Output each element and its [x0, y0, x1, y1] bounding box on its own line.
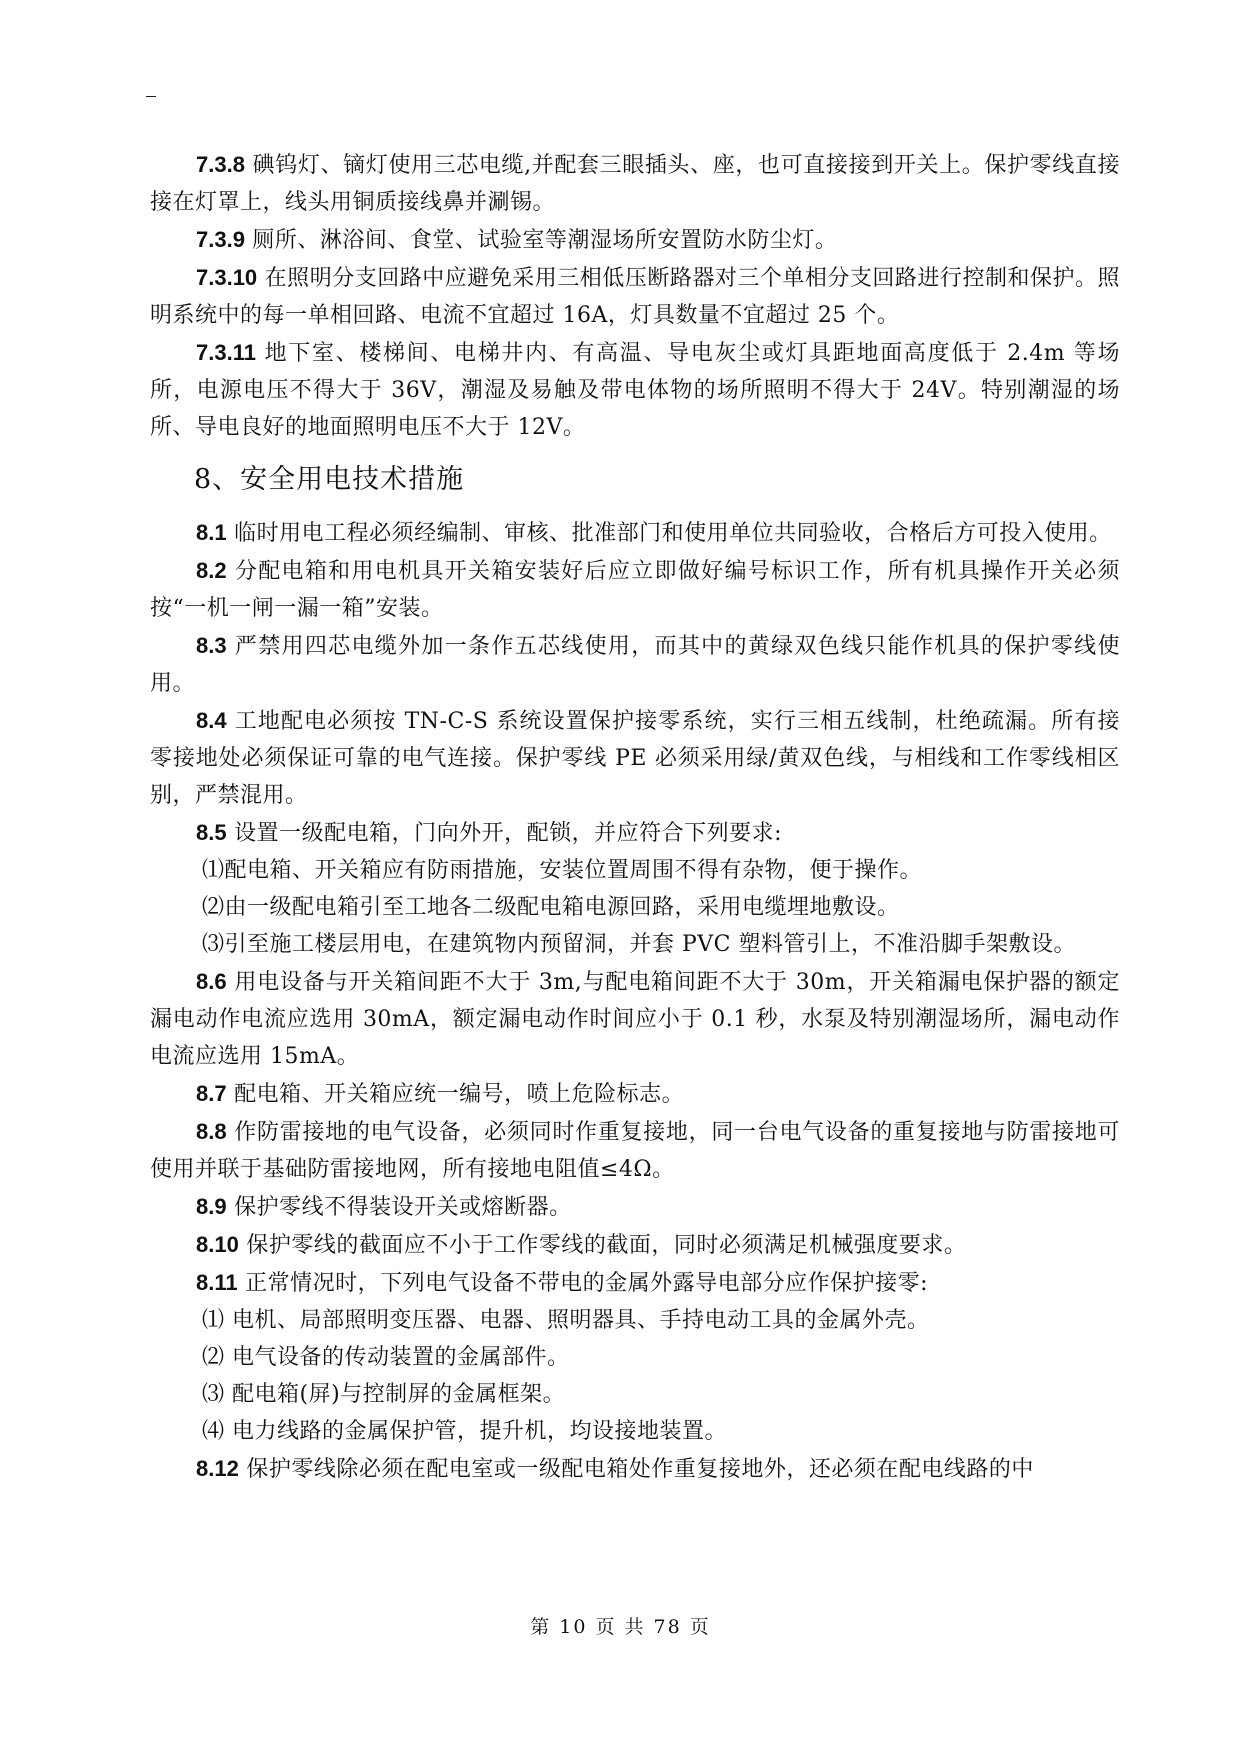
- clause-8-10: [150, 1226, 1120, 1264]
- clause-text: 碘钨灯、镝灯使用三芯电缆,并配套三眼插头、座，也可直接接到开关上。保护零线直接接在灯罩上，线头用铜质接线鼻并涮锡。: [150, 153, 1120, 215]
- clause-text: 保护零线不得装设开关或熔断器。: [226, 1195, 572, 1220]
- clause-8-4: [150, 702, 1120, 814]
- clause-number: 8.3: [196, 633, 227, 658]
- clause-number: 8.2: [196, 558, 227, 583]
- clause-7-3-9: [150, 221, 1120, 259]
- list-item-8-11-4: ⑷ 电力线路的金属保护管，提升机，均设接地装置。: [202, 1419, 727, 1444]
- clause-8-7: [150, 1075, 1120, 1113]
- clause-8-1: [150, 514, 1120, 552]
- clause-8-5: [150, 814, 1120, 852]
- clause-text: 用电设备与开关箱间距不大于 3m,与配电箱间距不大于 30m，开关箱漏电保护器的额定漏电动作电流应选用 30mA，额定漏电动作时间应小于 0.1 秒，水泵及特别潮湿场所，漏电动作电流应选用 15mA。: [150, 970, 1120, 1069]
- clause-number: 8.6: [196, 969, 227, 994]
- clause-number: 8.5: [196, 820, 227, 845]
- list-item-8-11-1: ⑴ 电机、局部照明变压器、电器、照明器具、手持电动工具的金属外壳。: [202, 1308, 930, 1333]
- list-item-8-5-1: ⑴配电箱、开关箱应有防雨措施，安装位置周围不得有杂物，便于操作。: [202, 858, 923, 883]
- clause-8-6: [150, 963, 1120, 1075]
- clause-text: 保护零线除必须在配电室或一级配电箱处作重复接地外，还必须在配电线路的中: [238, 1457, 1034, 1482]
- header-mark: [146, 96, 156, 97]
- clause-text: 严禁用四芯电缆外加一条作五芯线使用，而其中的黄绿双色线只能作机具的保护零线使用。: [150, 634, 1120, 696]
- clause-text: 工地配电必须按 TN-C-S 系统设置保护接零系统，实行三相五线制，杜绝疏漏。所有接零接地处必须保证可靠的电气连接。保护零线 PE 必须采用绿/黄双色线，与相线和工作零线相区别，严禁混用。: [150, 709, 1120, 808]
- clause-text: 分配电箱和用电机具开关箱安装好后应立即做好编号标识工作，所有机具操作开关必须按“一机一闸一漏一箱”安装。: [150, 559, 1120, 621]
- clause-text: 设置一级配电箱，门向外开，配锁，并应符合下列要求:: [226, 821, 783, 846]
- clause-text: 保护零线的截面应不小于工作零线的截面，同时必须满足机械强度要求。: [238, 1233, 967, 1258]
- section-7-3-items: [150, 146, 1120, 446]
- clause-number: 8.1: [196, 520, 227, 545]
- clause-8-8: [150, 1113, 1120, 1188]
- clause-number: 8.10: [196, 1232, 239, 1257]
- clause-7-3-11: [150, 334, 1120, 446]
- clause-text: 正常情况时，下列电气设备不带电的金属外露导电部分应作保护接零:: [237, 1271, 929, 1296]
- page-footer: 第 10 页 共 78 页: [530, 1616, 711, 1638]
- document-body: [150, 146, 1120, 1488]
- clause-text: 地下室、楼梯间、电梯井内、有高温、导电灰尘或灯具距地面高度低于 2.4m 等场所，电源电压不得大于 36V，潮湿及易触及带电体物的场所照明不得大于 24V。特别潮湿的场所、导电良好的地面照明电压不大于 12V。: [150, 341, 1120, 440]
- clause-text: 作防雷接地的电气设备，必须同时作重复接地，同一台电气设备的重复接地与防雷接地可使用并联于基础防雷接地网，所有接地电阻值≤4Ω。: [150, 1120, 1120, 1182]
- clause-text: 临时用电工程必须经编制、审核、批准部门和使用单位共同验收，合格后方可投入使用。: [226, 521, 1112, 546]
- clause-number: 8.4: [196, 708, 227, 733]
- clause-number: 8.8: [196, 1119, 227, 1144]
- clause-8-11: [150, 1264, 1120, 1302]
- clause-number: 7.3.8: [196, 152, 245, 177]
- clause-number: 8.7: [196, 1081, 227, 1106]
- clause-8-9: [150, 1188, 1120, 1226]
- clause-text: 配电箱、开关箱应统一编号，喷上危险标志。: [226, 1082, 685, 1107]
- clause-8-3: [150, 627, 1120, 702]
- clause-8-2: [150, 552, 1120, 627]
- clause-number: 7.3.9: [196, 227, 245, 252]
- section-8-items: [150, 514, 1120, 1488]
- clause-number: 8.12: [196, 1456, 239, 1481]
- clause-7-3-10: [150, 259, 1120, 334]
- clause-number: 7.3.10: [196, 265, 258, 290]
- list-item-8-5-2: ⑵由一级配电箱引至工地各二级配电箱电源回路，采用电缆埋地敷设。: [202, 895, 900, 920]
- list-item-8-5-3: ⑶引至施工楼层用电，在建筑物内预留洞，并套 PVC 塑料管引上，不准沿脚手架敷设。: [202, 932, 1077, 957]
- clause-text: 在照明分支回路中应避免采用三相低压断路器对三个单相分支回路进行控制和保护。照明系统中的每一单相回路、电流不宜超过 16A，灯具数量不宜超过 25 个。: [150, 266, 1120, 328]
- clause-number: 7.3.11: [196, 340, 256, 365]
- section-heading: 8、安全用电技术措施: [194, 464, 465, 495]
- clause-number: 8.9: [196, 1194, 227, 1219]
- clause-8-12: [150, 1450, 1120, 1488]
- clause-number: 8.11: [196, 1270, 238, 1295]
- clause-text: 厕所、淋浴间、食堂、试验室等潮湿场所安置防水防尘灯。: [244, 228, 838, 253]
- clause-7-3-8: [150, 146, 1120, 221]
- list-item-8-11-3: ⑶ 配电箱(屏)与控制屏的金属框架。: [202, 1382, 566, 1407]
- list-item-8-11-2: ⑵ 电气设备的传动装置的金属部件。: [202, 1345, 570, 1370]
